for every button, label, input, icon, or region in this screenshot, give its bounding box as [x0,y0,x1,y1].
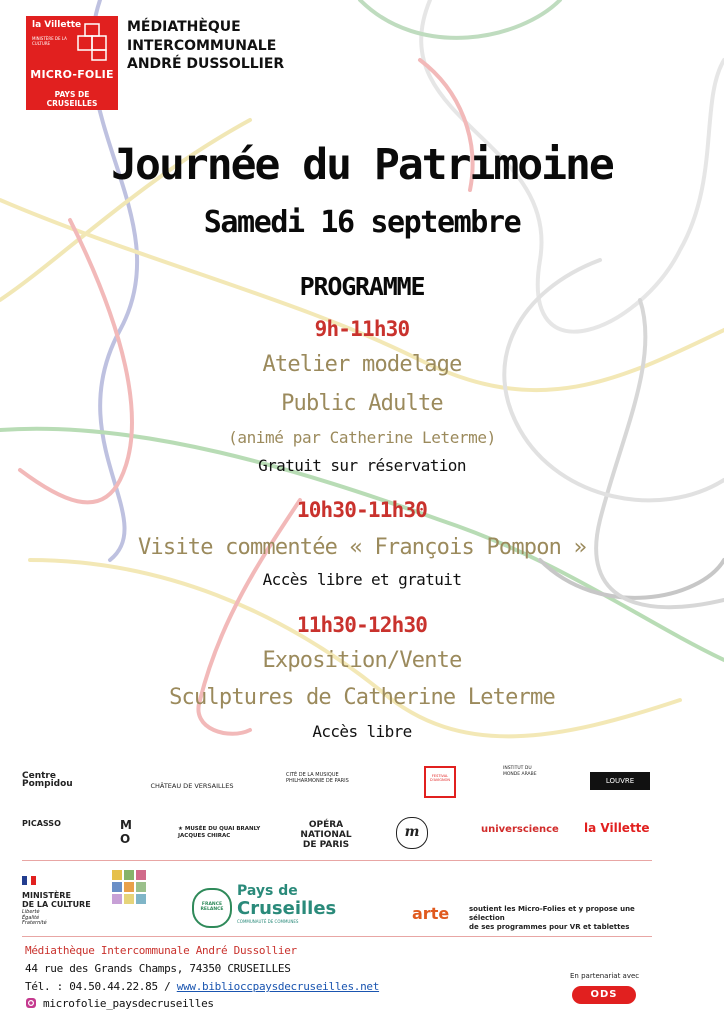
partner-louvre [590,772,650,790]
partner-orsay [120,818,142,846]
event-title: Sculptures de Catherine Leterme [169,685,555,710]
partner-label: CHÂTEAU DE VERSAILLES [150,782,234,790]
ministere-line: DE LA CULTURE [22,900,91,909]
org-line: INTERCOMMUNALE [127,37,277,54]
partner-label: la Villette [584,821,650,835]
partner-label: universcience [481,824,559,835]
partner-label: MUSÉE DU QUAI BRANLY JACQUES CHIRAC [178,826,261,839]
ministere-line: MINISTÈRE [22,891,71,900]
partner-mnac [396,817,428,849]
event-time: 11h30-12h30 [296,613,428,637]
ods-logo [572,986,636,1004]
partner-label: CITÉ DE LA MUSIQUE PHILHARMONIE DE PARIS [286,772,349,784]
motto-line: Fraternité [22,920,47,926]
cruseilles-sub-label: COMMUNAUTÉ DE COMMUNES [237,919,299,924]
arte-label: arte [412,904,450,923]
micro-folie-logo [26,16,118,110]
program-heading: PROGRAMME [299,272,425,301]
partner-philharmonie [286,772,374,784]
partner-label: LOUVRE [605,777,635,785]
lavillette-logo-text: la Villette [32,20,82,30]
ministere-culture-logo [22,870,102,927]
event-time: 9h-11h30 [314,317,410,341]
footer-tel: Tél. : 04.50.44.22.85 / [25,980,177,993]
arte-line: de ses programmes pour VR et tablettes [469,923,630,931]
ministere-logo-text: MINISTÈRE DE LA CULTURE [32,36,67,46]
france-relance-label: FRANCE RELANCE [200,902,224,912]
arte-logo [412,904,449,923]
partner-ima [503,766,549,777]
ods-label: ODS [590,989,618,1000]
pays-cruseilles-logo [237,884,336,924]
cruseilles-label: Cruseilles [237,898,337,919]
microfolie-logo-text: MICRO-FOLIE [30,68,114,81]
event-time: 10h30-11h30 [296,498,428,522]
instagram-handle[interactable]: microfolie_paysdecruseilles [43,997,214,1010]
cube-icon [74,22,114,62]
arte-statement [469,905,659,932]
footer-contact [25,980,379,993]
partner-label: M O [120,818,132,846]
event-access: Gratuit sur réservation [258,456,466,475]
pays-logo-text: PAYS DE CRUSEILLES [46,90,98,108]
footer-address: 44 rue des Grands Champs, 74350 CRUSEILLES [25,962,291,975]
org-line: ANDRÉ DUSSOLLIER [127,56,285,72]
partner-label: Centre Pompidou [22,771,73,789]
pays-de-label: Pays de [237,883,298,899]
instagram-icon[interactable] [25,997,37,1009]
patchwork-logo-icon [110,868,150,912]
partnership-label: En partenariat avec [570,972,640,980]
organization-name [127,18,284,74]
footer-instagram [25,997,214,1010]
star-icon: ★ [178,826,185,832]
partner-label: m [404,824,420,840]
partner-label: INSTITUT DU MONDE ARABE [503,766,537,777]
motto-line: Égalité [22,914,40,921]
french-flag-icon [22,876,36,885]
event-access: Accès libre [312,722,412,741]
divider [22,936,652,937]
france-relance-logo [192,888,232,928]
partner-quai-branly [178,826,278,839]
motto-line: Liberté [22,909,40,915]
footer-org-name: Médiathèque Intercommunale André Dussollier [25,944,297,957]
partner-label: FESTIVAL D'AVIGNON [430,774,450,782]
partner-lavillette [584,821,650,835]
website-link[interactable]: www.biblioccpaysdecruseilles.net [176,980,380,993]
event-access: Accès libre et gratuit [262,570,462,589]
event-title: Atelier modelage [262,352,462,377]
partner-centre-pompidou [22,772,102,788]
partner-label: PICASSO [22,819,61,828]
partner-versailles [146,782,238,790]
poster-title: Journée du Patrimoine [111,140,613,190]
partner-universcience [481,826,559,834]
partner-opera [298,820,354,850]
event-title: Exposition/Vente [262,648,462,673]
partner-picasso [22,819,61,828]
org-line: MÉDIATHÈQUE [127,19,241,35]
divider [22,860,652,861]
event-note: (animé par Catherine Leterme) [228,428,496,447]
arte-line: soutient les Micro-Folies et y propose une sélection [469,905,635,922]
poster-date: Samedi 16 septembre [203,205,521,240]
event-title: Visite commentée « François Pompon » [137,535,587,560]
partner-avignon [424,766,456,798]
event-title: Public Adulte [281,391,443,416]
partner-label: OPÉRA NATIONAL DE PARIS [300,820,352,850]
